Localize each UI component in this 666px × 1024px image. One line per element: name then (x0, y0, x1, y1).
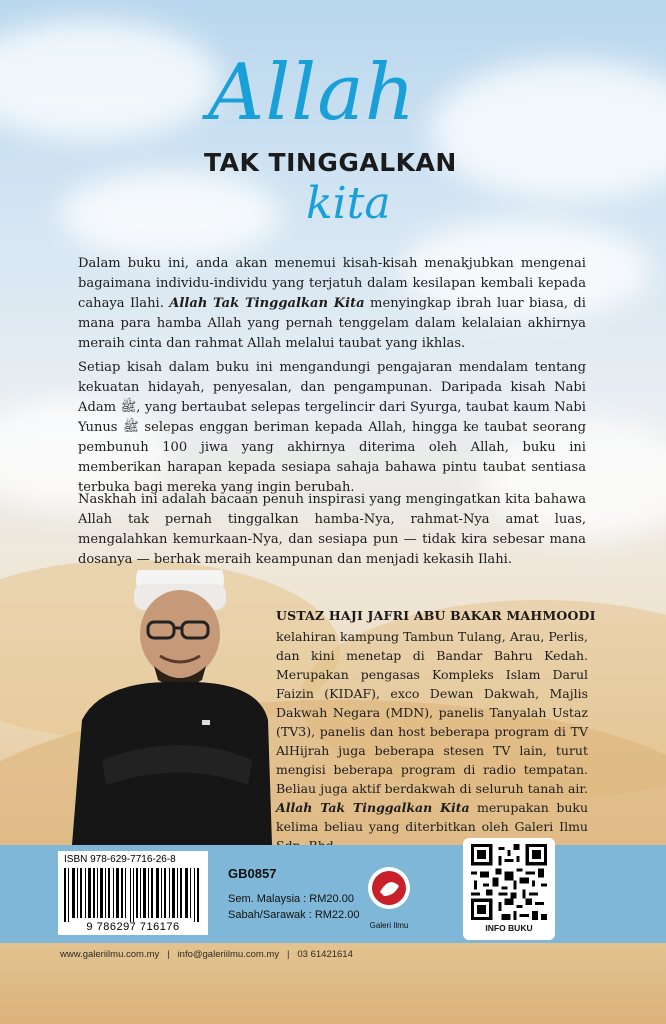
blurb-paragraph-2: Setiap kisah dalam buku ini mengandungi pengajaran mendalam tentang kekuatan hidayah, penyesalan, dan pengampunan. Daripada kisah Nabi Adam ﷺ, yang bertaubat selepas tergelincir dari Syurga, taubat kaum Nabi Yunus ﷺ selepas enggan beriman kepada Allah, hingga ke taubat seorang pembunuh 100 jiwa yang akhirnya diterima oleh Allah, buku ini memberikan harapan kepada sesiapa sahaja bahawa pintu taubat sentiasa terbuka bagi mereka yang ingin berubah. (78, 360, 586, 495)
cloud (430, 60, 666, 200)
footer-website[interactable]: www.galeriilmu.com.my (60, 949, 160, 960)
footer-contact: www.galeriilmu.com.my | info@galeriilmu.com.my | 03 61421614 (60, 949, 353, 960)
publisher-logo-icon (366, 862, 412, 922)
title-allah: Allah (208, 48, 416, 138)
cloud (60, 170, 280, 260)
publisher-logo-text: Galeri Ilmu (369, 921, 409, 930)
barcode-number: 9 786297 716176 (86, 921, 180, 933)
blurb-paragraph-3: Naskhah ini adalah bacaan penuh inspirasi yang mengingatkan kita bahawa Allah tak pernah tinggalkan hamba-Nya, rahmat-Nya amat luas, mengalahkan kemurkaan-Nya, dan sesiapa pun — tidak kira sebesar mana dosanya — berhak meraih keampunan dan menjadi kekasih Ilahi. (78, 492, 586, 567)
qr-label: INFO BUKU (485, 923, 533, 933)
qr-panel (463, 838, 555, 940)
title-kita: kita (306, 178, 391, 229)
blurb-paragraph-1: Dalam buku ini, anda akan menemui kisah-kisah menakjubkan mengenai bagaimana individu-individu yang terjatuh dalam kesilapan kembali kepada cahaya Ilahi. Allah Tak Tinggalkan Kita menyingkap ibrah luar biasa, di mana para hamba Allah yang pernah tenggelam dalam kelalaian akhirnya meraih cinta dan rahmat Allah melalui taubat yang ikhlas. (78, 256, 586, 351)
barcode-panel (58, 851, 208, 935)
footer-email[interactable]: info@galeriilmu.com.my (177, 949, 280, 960)
footer-phone: 03 61421614 (297, 949, 353, 960)
author-name: USTAZ HAJI JAFRI ABU BAKAR MAHMOODI (276, 608, 596, 623)
barcode-icon (64, 868, 202, 922)
product-code: GB0857 (228, 866, 277, 881)
price-sabah-sarawak: Sabah/Sarawak : RM22.00 (228, 909, 360, 921)
price-malaysia: Sem. Malaysia : RM20.00 (228, 893, 354, 905)
title-tak-tinggalkan: TAK TINGGALKAN (204, 148, 457, 177)
author-bio: kelahiran kampung Tambun Tulang, Arau, Perlis, dan kini menetap di Bandar Bahru Kedah. Merupakan pengasas Kompleks Islam Darul Faizin (KIDAF), exco Dewan Dakwah, Majlis Dakwah Negara (MDN), panelis Tanyalah Ustaz (TV3), panelis dan host beberapa program di TV AlHijrah juga beberapa stesen TV lain, turut mengisi beberapa program di radio tempatan. Beliau juga aktif berdakwah di seluruh tanah air. Allah Tak Tinggalkan Kita merupakan buku kelima beliau yang diterbitkan oleh Galeri Ilmu (276, 629, 588, 834)
author-photo (62, 570, 272, 845)
qr-code-icon[interactable] (471, 844, 547, 920)
cloud (0, 20, 220, 140)
isbn-label: ISBN 978-629-7716-26-8 (64, 854, 176, 865)
